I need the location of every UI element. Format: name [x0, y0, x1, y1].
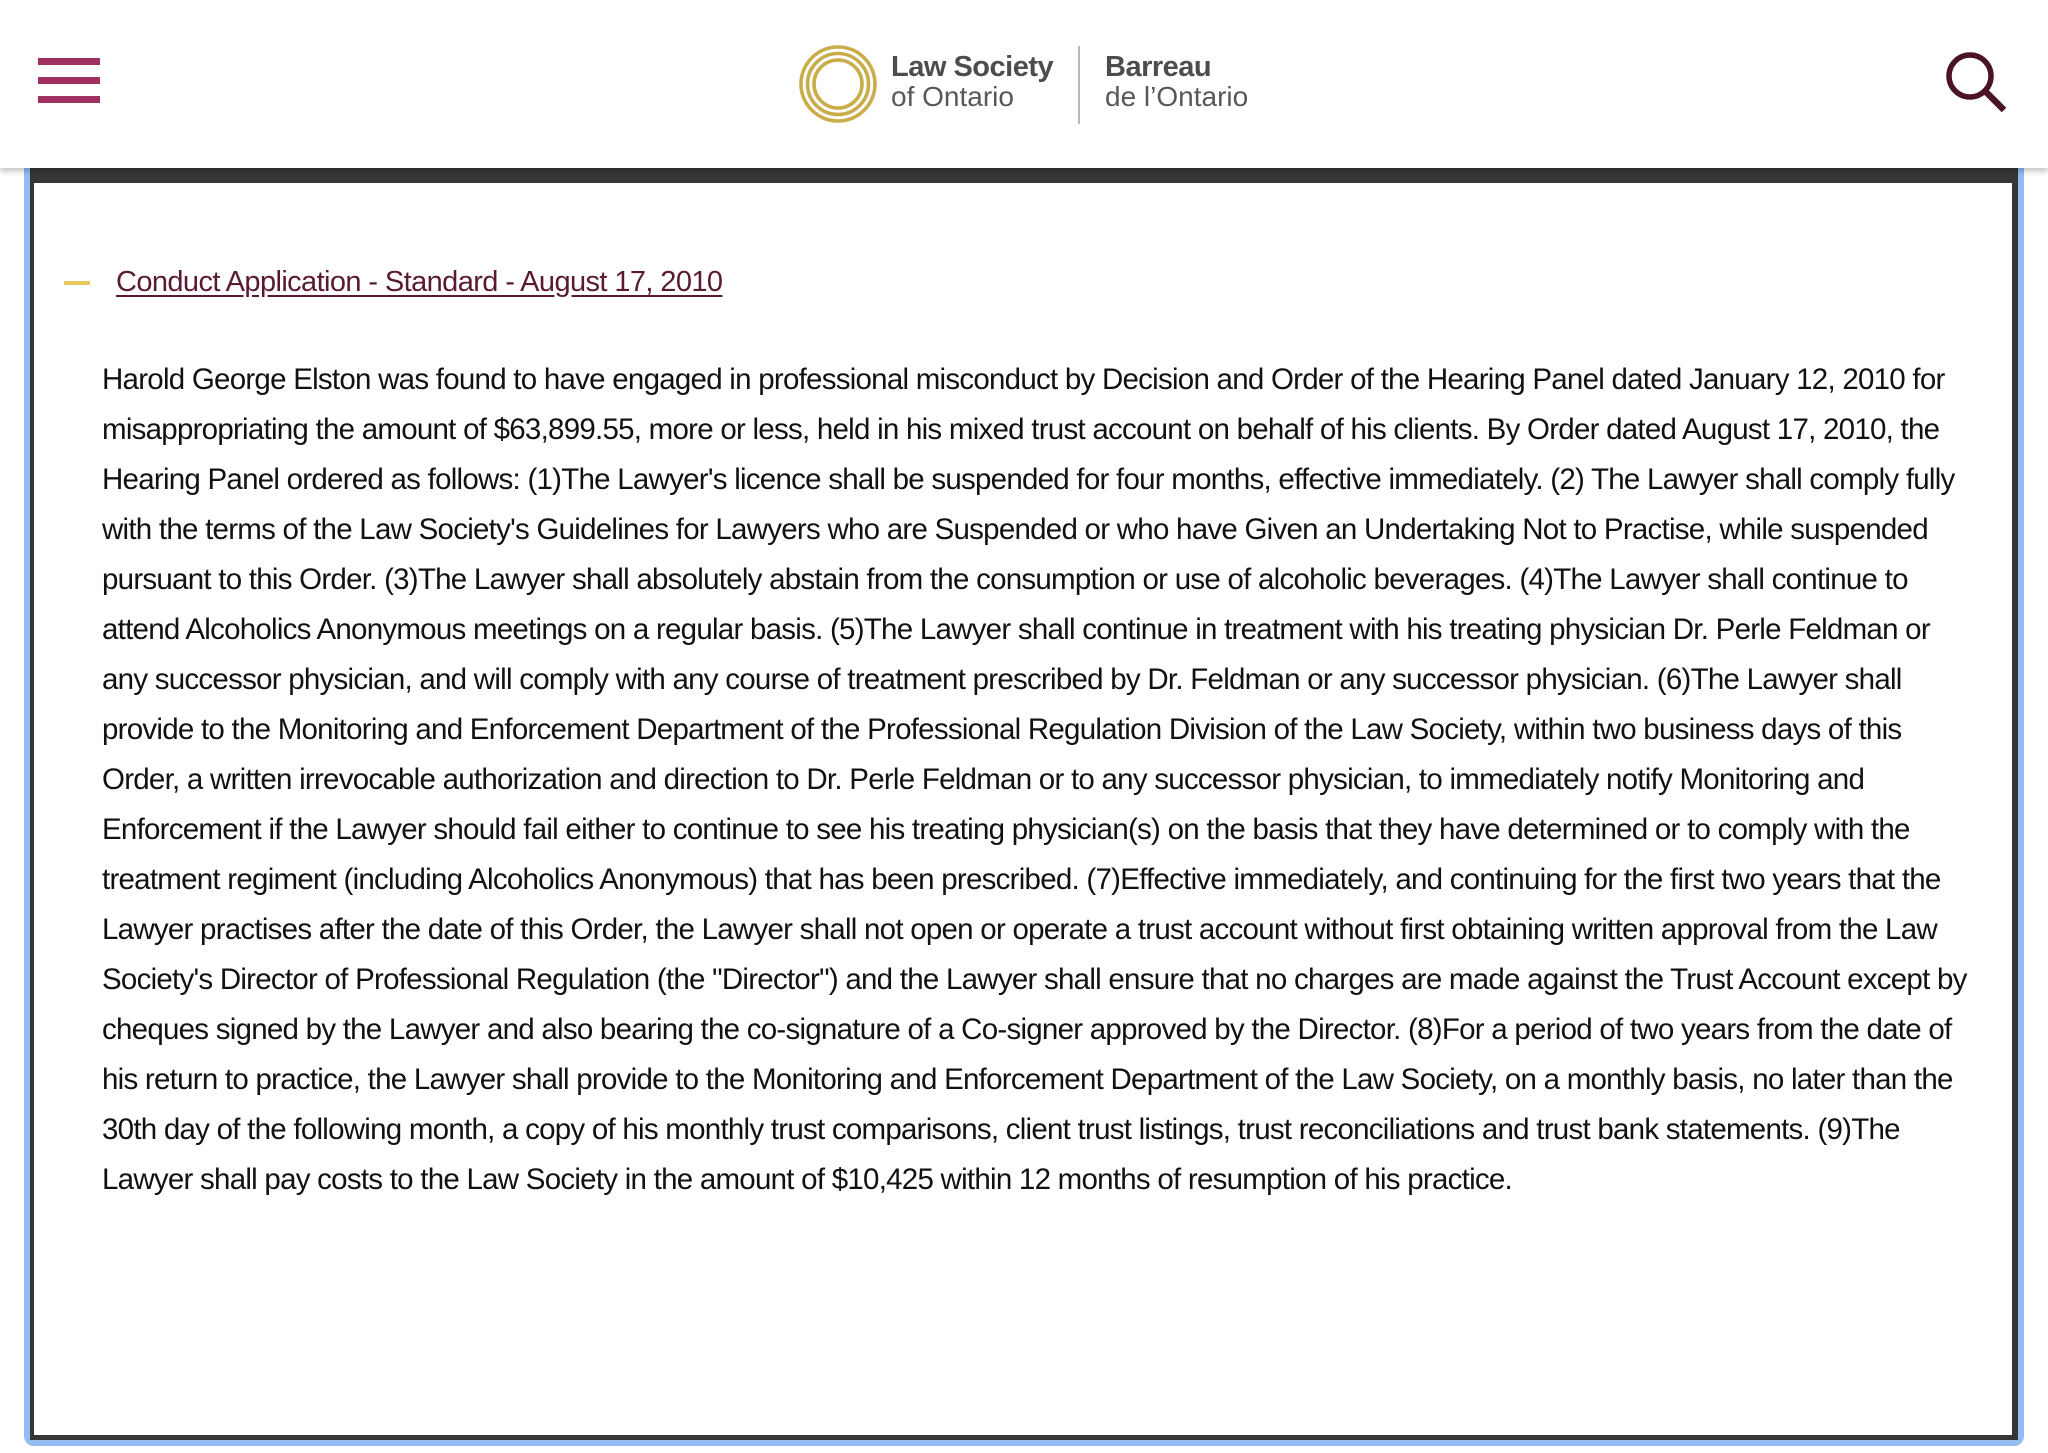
menu-bar: [38, 77, 100, 84]
logo-fr-line2: de l’Ontario: [1105, 81, 1249, 112]
section-title-link[interactable]: Conduct Application - Standard - August 17, 2010: [116, 266, 723, 298]
logo-en-line2: of Ontario: [891, 81, 1014, 112]
search-icon[interactable]: [1944, 50, 2010, 116]
minus-icon[interactable]: [64, 281, 90, 285]
site-header: [0, 0, 2048, 168]
logo-french-text: [1105, 52, 1248, 112]
logo-divider: [1078, 46, 1080, 124]
menu-bar: [38, 58, 100, 65]
logo-english-text: [891, 52, 1053, 112]
logo-fr-line1: Barreau: [1105, 51, 1212, 83]
menu-bar: [38, 96, 100, 103]
logo-en-line1: Law Society: [891, 51, 1054, 83]
section-body-text: Harold George Elston was found to have engaged in professional misconduct by Decision and Order of the Hearing Panel dated January 12, 2010 for misappropriating the amount of $63,899.55, more or less, held in his mixed trust account on behalf of his clients. By Order dated August 17, 2010, the Hearing Panel ordered as follows: (1)The Lawyer's licence shall be suspended for four months, effective immediately. (2) The Lawyer shall comply fully with the terms of the Law Society's Guidelines for Lawyers who are Suspended or who have Given an Undertaking Not to Practise, while suspended pursuant to this Order. (3)The Lawyer shall absolutely abstain from the consumption or use of alcoholic beverages. (4)The Lawyer shall continue to attend Alcoholics Anonymous meetings on a regular basis. (5)The Lawyer shall continue in treatment with his treating physician Dr. Perle Feldman or any successor physician, and will comply with any course of treatment prescribed by Dr. Feldman or any successor physician. (6)The Lawyer shall provide to the Monitoring and Enforcement Department of the Professional Regulation Division of the Law Society, within two business days of this Order, a written irrevocable authorization and direction to Dr. Perle Feldman or to any successor physician, to immediately notify Monitoring and Enforcement if the Lawyer should fail either to continue to see his treating physician(s) on the basis that they have determined or to comply with the treatment regiment (including Alcoholics Anonymous) that has been prescribed. (7)Effective immediately, and continuing for the first two years that the Lawyer practises after the date of this Order, the Lawyer shall not open or operate a trust account without first obtaining written approval from the Law Society's Director of Professional Regulation (the "Director") and the Lawyer shall ensure that no charges are made against the Trust Account except by cheques signed by the Lawyer and also bearing the co-signature of a Co-signer approved by the Director. (8)For a period of two years from the date of his return to practice, the Lawyer shall provide to the Monitoring and Enforcement Department of the Law Society, on a monthly basis, no later than the 30th day of the following month, a copy of his monthly trust comparisons, client trust listings, trust reconciliations and trust bank statements. (9)The Lawyer shall pay costs to the Law Society in the amount of $10,425 within 12 months of resumption of his practice.: [102, 363, 1967, 1196]
law-society-logo[interactable]: [798, 44, 1258, 126]
magnifier-glyph: [1944, 50, 2010, 116]
logo-rings-icon: [798, 44, 878, 124]
hamburger-menu-icon[interactable]: [38, 58, 100, 106]
accordion-header[interactable]: [64, 266, 722, 299]
